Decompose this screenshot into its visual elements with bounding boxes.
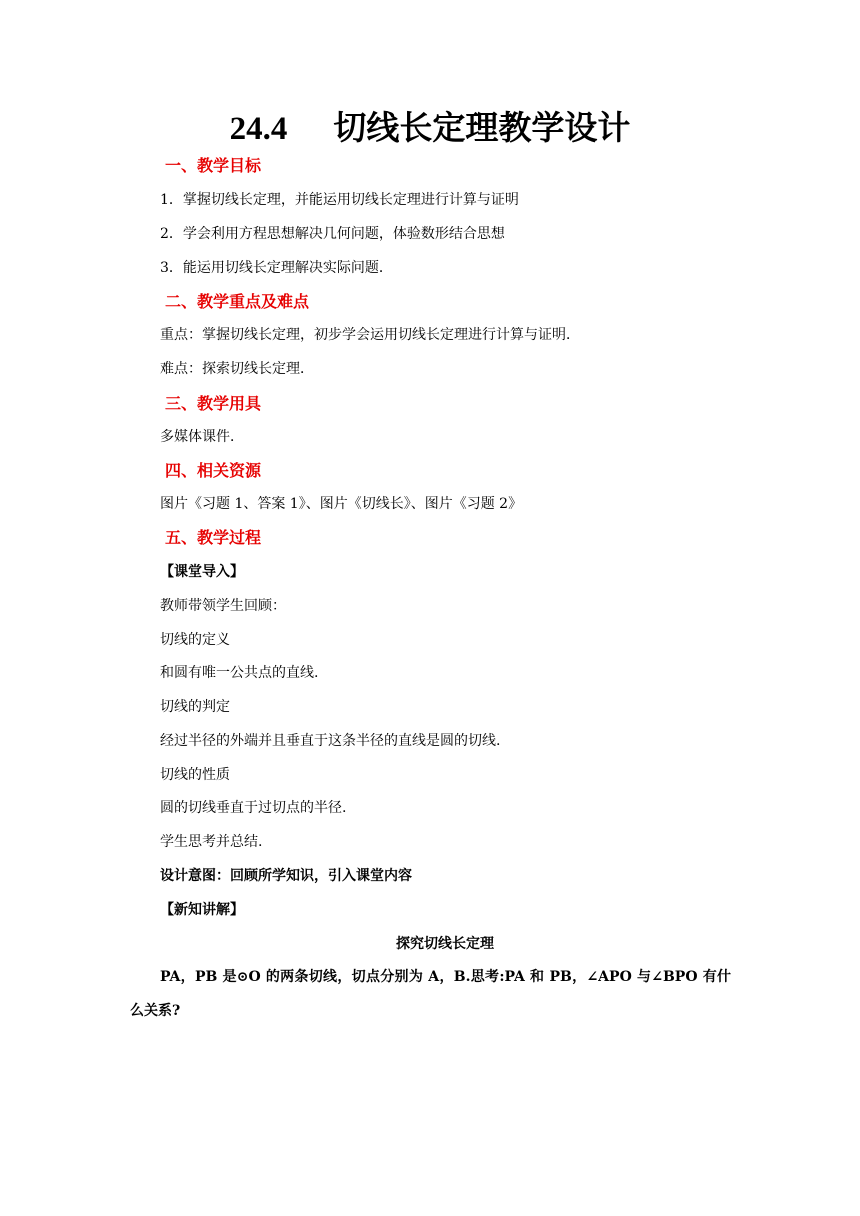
section-number: 24.4 [229,111,288,147]
key-point-text: 重点：掌握切线长定理，初步学会运用切线长定理进行计算与证明． [160,327,580,343]
intro-line-2: 切线的定义 [160,632,230,648]
objective-item-1: 1．掌握切线长定理，并能运用切线长定理进行计算与证明 [160,192,519,208]
tools-text: 多媒体课件． [160,429,244,445]
subsection-title: 探究切线长定理 [396,936,494,952]
intro-line-7: 圆的切线垂直于过切点的半径. [160,800,347,816]
objective-item-2: 2．学会利用方程思想解决几何问题，体验数形结合思想 [160,226,505,242]
intro-line-4: 切线的判定 [160,699,230,715]
design-intent: 设计意图：回顾所学知识，引入课堂内容 [160,868,412,884]
intro-line-3: 和圆有唯一公共点的直线. [160,665,319,681]
objectives-heading: 一、教学目标 [165,156,262,175]
difficulty-text: 难点：探索切线长定理． [160,361,314,377]
intro-line-5: 经过半径的外端并且垂直于这条半径的直线是圆的切线. [160,733,501,749]
title-text: 切线长定理教学设计 [333,111,631,147]
process-heading: 五、教学过程 [165,528,262,547]
intro-label: 【课堂导入】 [160,564,244,580]
resources-heading: 四、相关资源 [165,461,262,480]
new-knowledge-label: 【新知讲解】 [160,902,244,918]
document-title [0,104,860,154]
intro-line-8: 学生思考并总结. [160,834,263,850]
objective-item-3: 3．能运用切线长定理解决实际问题． [160,260,393,276]
tools-heading: 三、教学用具 [165,394,262,413]
intro-line-1: 教师带领学生回顾： [160,598,286,614]
resources-text: 图片《习题 1、答案 1》、图片《切线长》、图片《习题 2》 [160,496,523,512]
intro-line-6: 切线的性质 [160,767,230,783]
key-points-heading: 二、教学重点及难点 [165,292,310,311]
question-paragraph: PA，PB 是⊙O 的两条切线，切点分别为 A，B.思考:PA 和 PB，∠APO 与∠BPO 有什么关系? [130,969,731,1019]
